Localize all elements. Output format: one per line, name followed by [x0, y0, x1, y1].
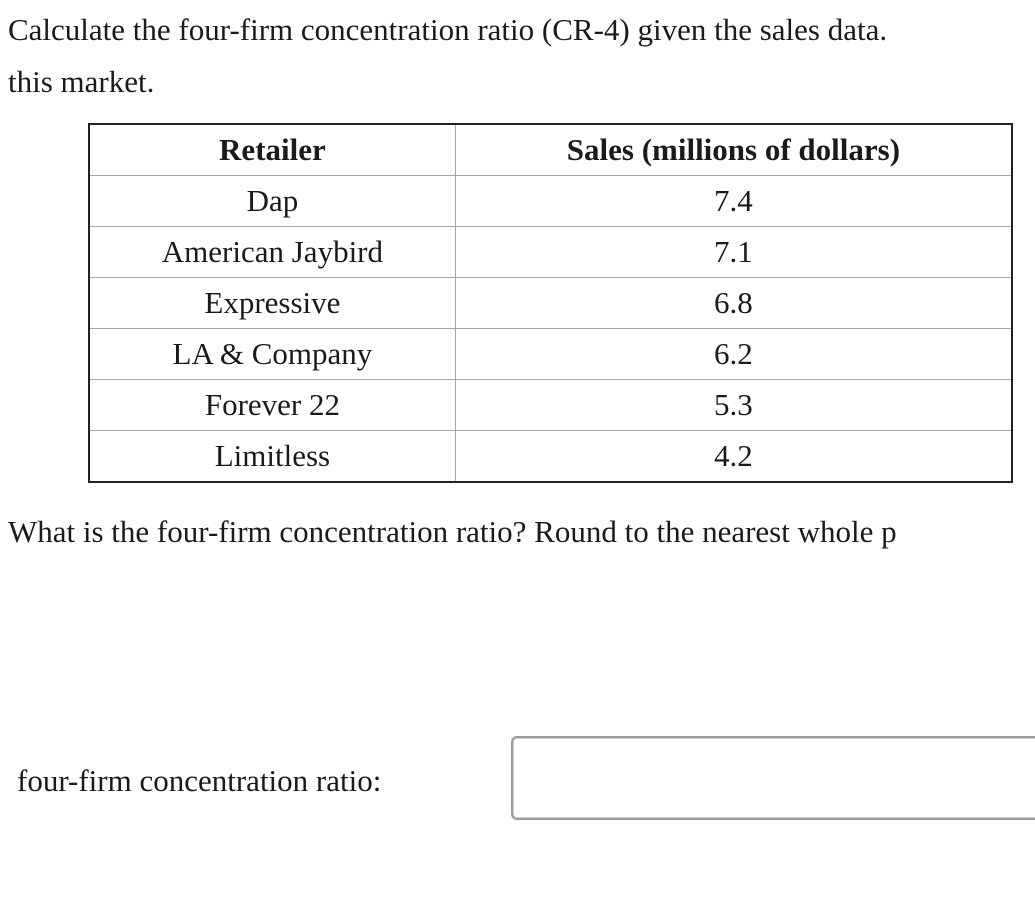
sales-cell: 6.2: [455, 329, 1012, 380]
table-header-row: [89, 124, 1012, 176]
table-row: [89, 227, 1012, 278]
sales-cell: 7.1: [455, 227, 1012, 278]
table-row: [89, 380, 1012, 431]
retailer-cell: Limitless: [89, 431, 455, 483]
problem-statement: [8, 4, 1035, 108]
retailer-cell: Dap: [89, 176, 455, 227]
retailer-cell: Expressive: [89, 278, 455, 329]
sales-cell: 7.4: [455, 176, 1012, 227]
sales-table: [88, 123, 1013, 483]
table-row: [89, 431, 1012, 483]
sales-cell: 4.2: [455, 431, 1012, 483]
column-header-retailer: Retailer: [89, 124, 455, 176]
retailer-cell: Forever 22: [89, 380, 455, 431]
retailer-cell: LA & Company: [89, 329, 455, 380]
column-header-sales: Sales (millions of dollars): [455, 124, 1012, 176]
question-text: What is the four-firm concentration ratio? Round to the nearest whole p: [8, 514, 897, 549]
answer-label: four-firm concentration ratio:: [17, 763, 382, 798]
table-row: [89, 278, 1012, 329]
table-row: [89, 329, 1012, 380]
problem-statement-line-2: this market.: [8, 64, 155, 99]
concentration-ratio-input[interactable]: [511, 736, 1035, 820]
retailer-cell: American Jaybird: [89, 227, 455, 278]
sales-cell: 6.8: [455, 278, 1012, 329]
problem-statement-line-1: Calculate the four-firm concentration ratio (CR-4) given the sales data.: [8, 12, 888, 47]
table-row: [89, 176, 1012, 227]
sales-cell: 5.3: [455, 380, 1012, 431]
